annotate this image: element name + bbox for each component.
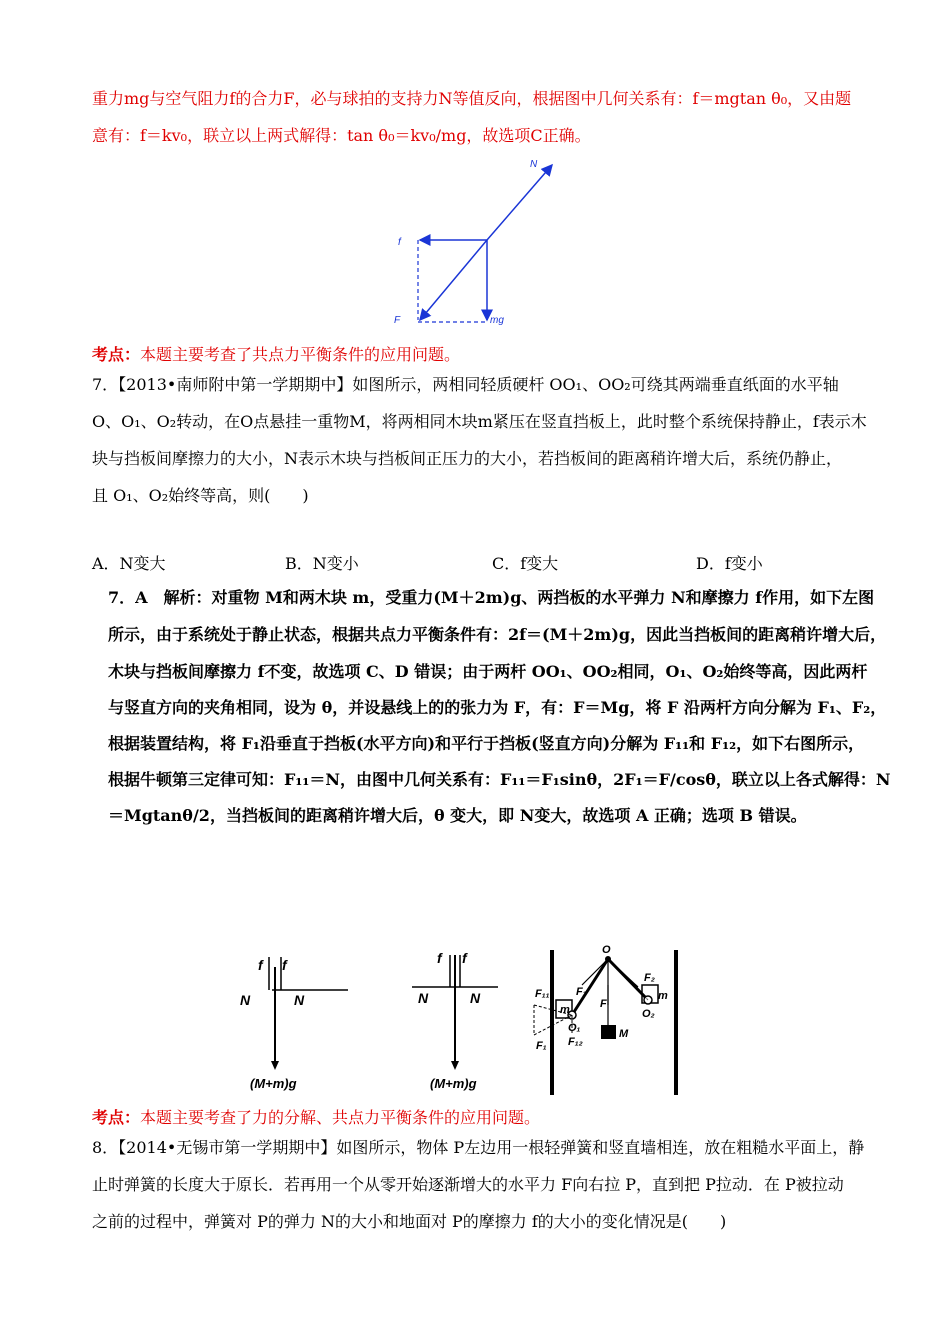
left-N1: N [240, 992, 251, 1008]
force-diagram-1 [380, 155, 570, 330]
sol7-line-7: ＝Mgtanθ/2，当挡板间的距离稍许增大后，θ 变大，即 N变大，故选项 A 正确；选项 B 错误。 [108, 806, 807, 825]
left-f: f [258, 957, 263, 973]
label-f: f [398, 237, 401, 248]
right-F2: F₂ [644, 972, 655, 984]
right-F11: F₁₁ [535, 988, 550, 1000]
force-diagrams-2 [230, 945, 690, 1095]
mid-g: (M+m)g [430, 1076, 477, 1091]
right-O2: O₂ [642, 1008, 655, 1020]
left-N2: N [294, 992, 305, 1008]
left-f2: f [282, 957, 287, 973]
option-c: C．f变大 [492, 554, 559, 573]
kaodian-1 [92, 344, 460, 366]
right-F1b: F₁ [536, 1040, 547, 1052]
mid-f2: f [462, 950, 467, 966]
force-F-arrow [420, 240, 487, 320]
sol7-line-1: 7．A 解析：对重物 M和两木块 m，受重力(M＋2m)g、两挡板的水平弹力 N和摩擦力 f作用，如下左图 [108, 588, 875, 607]
left-g: (M+m)g [250, 1076, 297, 1091]
right-O: O [602, 945, 611, 956]
sol7-line-6: 根据牛顿第三定律可知：F₁₁＝N，由图中几何关系有：F₁₁＝F₁sinθ，2F₁＝F/cosθ，联立以上各式解得：N [108, 770, 891, 789]
right-m2: m [658, 990, 668, 1002]
q8-line-3: 之前的过程中，弹簧对 P的弹力 N的大小和地面对 P的摩擦力 f的大小的变化情况是( ) [92, 1212, 727, 1231]
mid-N1: N [418, 990, 429, 1006]
diagram-left [240, 957, 348, 1091]
diagram-right [534, 945, 676, 1095]
right-M: M [619, 1028, 629, 1040]
label-N: N [530, 159, 538, 170]
force-N-arrow [487, 165, 552, 240]
q7-line-4: 且 O₁、O₂始终等高，则( ) [92, 486, 309, 505]
right-O1: O₁ [568, 1022, 581, 1034]
intro-line-1: 重力mg与空气阻力f的合力F，必与球拍的支持力N等值反向，根据图中几何关系有：f＝mgtan θ₀，又由题 [92, 89, 852, 108]
right-F12: F₁₂ [568, 1036, 583, 1048]
option-a: A．N变大 [92, 554, 166, 573]
right-m1: m [560, 1004, 570, 1016]
kaodian-1-text: 本题主要考查了共点力平衡条件的应用问题。 [140, 345, 461, 364]
right-F1: F₁ [576, 986, 587, 998]
q8-line-2: 止时弹簧的长度大于原长．若再用一个从零开始逐渐增大的水平力 F向右拉 P，直到把 P拉动．在 P被拉动 [92, 1175, 844, 1194]
right-F: F [600, 998, 607, 1010]
q7-line-3: 块与挡板间摩擦力的大小，N表示木块与挡板间正压力的大小，若挡板间的距离稍许增大后，系统仍静止， [92, 449, 843, 468]
kaodian-2 [92, 1107, 540, 1129]
kaodian-2-text: 本题主要考查了力的分解、共点力平衡条件的应用问题。 [140, 1108, 541, 1127]
label-F: F [394, 315, 401, 326]
q7-line-2: O、O₁、O₂转动，在O点悬挂一重物M，将两相同木块m紧压在竖直挡板上，此时整个系统保持静止，f表示木 [92, 412, 867, 431]
label-mg: mg [490, 315, 504, 326]
mid-N2: N [470, 990, 481, 1006]
option-b: B．N变小 [285, 554, 359, 573]
q8-line-1: 8．【2014•无锡市第一学期期中】如图所示，物体 P左边用一根轻弹簧和竖直墙相连，放在粗糙水平面上，静 [92, 1138, 865, 1157]
sol7-line-4: 与竖直方向的夹角相同，设为 θ，并设悬线上的的张力为 F，有：F＝Mg，将 F 沿两杆方向分解为 F₁、F₂， [108, 698, 887, 717]
mid-f: f [437, 950, 442, 966]
diagram-middle [412, 950, 498, 1091]
option-d: D．f变小 [696, 554, 763, 573]
intro-line-2: 意有：f＝kv₀，联立以上两式解得：tan θ₀＝kv₀/mg，故选项C正确。 [92, 126, 591, 145]
sol7-line-2: 所示，由于系统处于静止状态，根据共点力平衡条件有：2f＝(M＋2m)g，因此当挡板间的距离稍许增大后， [108, 625, 887, 644]
kaodian-label: 考点： [92, 345, 141, 364]
sol7-line-5: 根据装置结构，将 F₁沿垂直于挡板(水平方向)和平行于挡板(竖直方向)分解为 F₁₁和 F₁₂，如下右图所示， [108, 734, 865, 753]
kaodian-label-2: 考点： [92, 1108, 141, 1127]
q7-line-1: 7．【2013•南师附中第一学期期中】如图所示，两相同轻质硬杆 OO₁、OO₂可绕其两端垂直纸面的水平轴 [92, 375, 839, 394]
sol7-line-3: 木块与挡板间摩擦力 f不变，故选项 C、D 错误；由于两杆 OO₁、OO₂相同，O₁、O₂始终等高，因此两杆 [108, 662, 868, 681]
